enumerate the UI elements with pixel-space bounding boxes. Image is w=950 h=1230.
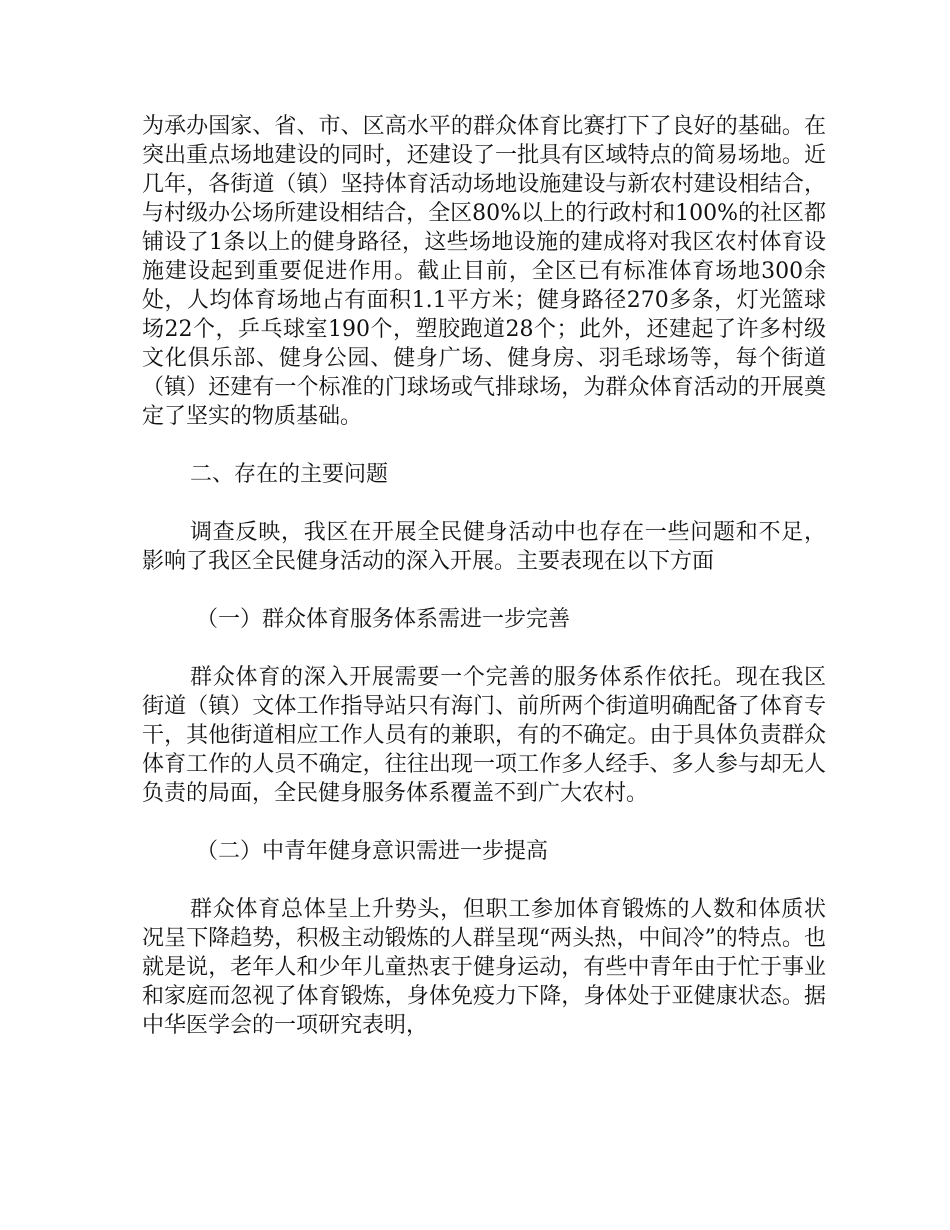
section-heading-problems: 二、存在的主要问题 [190, 462, 389, 487]
paragraph-gap [142, 808, 826, 837]
paragraph-survey: 调查反映，我区在开展全民健身活动中也存在一些问题和不足，影响了我区全民健身活动的深入开展。主要表现在以下方面 [142, 520, 826, 574]
paragraph-gap [142, 431, 826, 460]
paragraph-gap [142, 489, 826, 518]
paragraph-gap [142, 576, 826, 605]
paragraph-fitness-awareness: 群众体育总体呈上升势头，但职工参加体育锻炼的人数和体质状况呈下降趋势，积极主动锻炼的人群呈现“两头热，中间冷”的特点。也就是说，老年人和少年儿童热衷于健身运动，有些中青年由于忙于事业和家庭而忽视了体育锻炼，身体免疫力下降，身体处于亚健康状态。据中华医学会的一项研究表明， [142, 897, 826, 1038]
subsection-heading-fitness-awareness: （二）中青年健身意识需进一步提高 [196, 839, 549, 864]
paragraph-gap [142, 866, 826, 895]
paragraph-service-system: 群众体育的深入开展需要一个完善的服务体系作依托。现在我区街道（镇）文体工作指导站只有海门、前所两个街道明确配备了体育专干，其他街道相应工作人员有的兼职，有的不确定。由于具体负责群众体育工作的人员不确定，往往出现一项工作多人经手、多人参与却无人负责的局面，全民健身服务体系覆盖不到广大农村。 [142, 665, 826, 806]
paragraph-facilities: 为承办国家、省、市、区高水平的群众体育比赛打下了良好的基础。在突出重点场地建设的同时，还建设了一批具有区域特点的简易场地。近几年，各街道（镇）坚持体育活动场地设施建设与新农村建设相结合，与村级办公场所建设相结合，全区80%以上的行政村和100%的社区都铺设了1条以上的健身路径，这些场地设施的建成将对我区农村体育设施建设起到重要促进作用。截止目前，全区已有标准体育场地300余处，人均体育场地占有面积1.1平方米；健身路径270多条，灯光篮球场22个，乒乓球室190个，塑胶跑道28个；此外，还建起了许多村级文化俱乐部、健身公园、健身广场、健身房、羽毛球场等，每个街道（镇）还建有一个标准的门球场或气排球场，为群众体育活动的开展奠定了坚实的物质基础。 [142, 114, 826, 429]
subsection-heading-service-system: （一）群众体育服务体系需进一步完善 [196, 607, 571, 632]
paragraph-gap [142, 634, 826, 663]
document-page [142, 112, 826, 1040]
